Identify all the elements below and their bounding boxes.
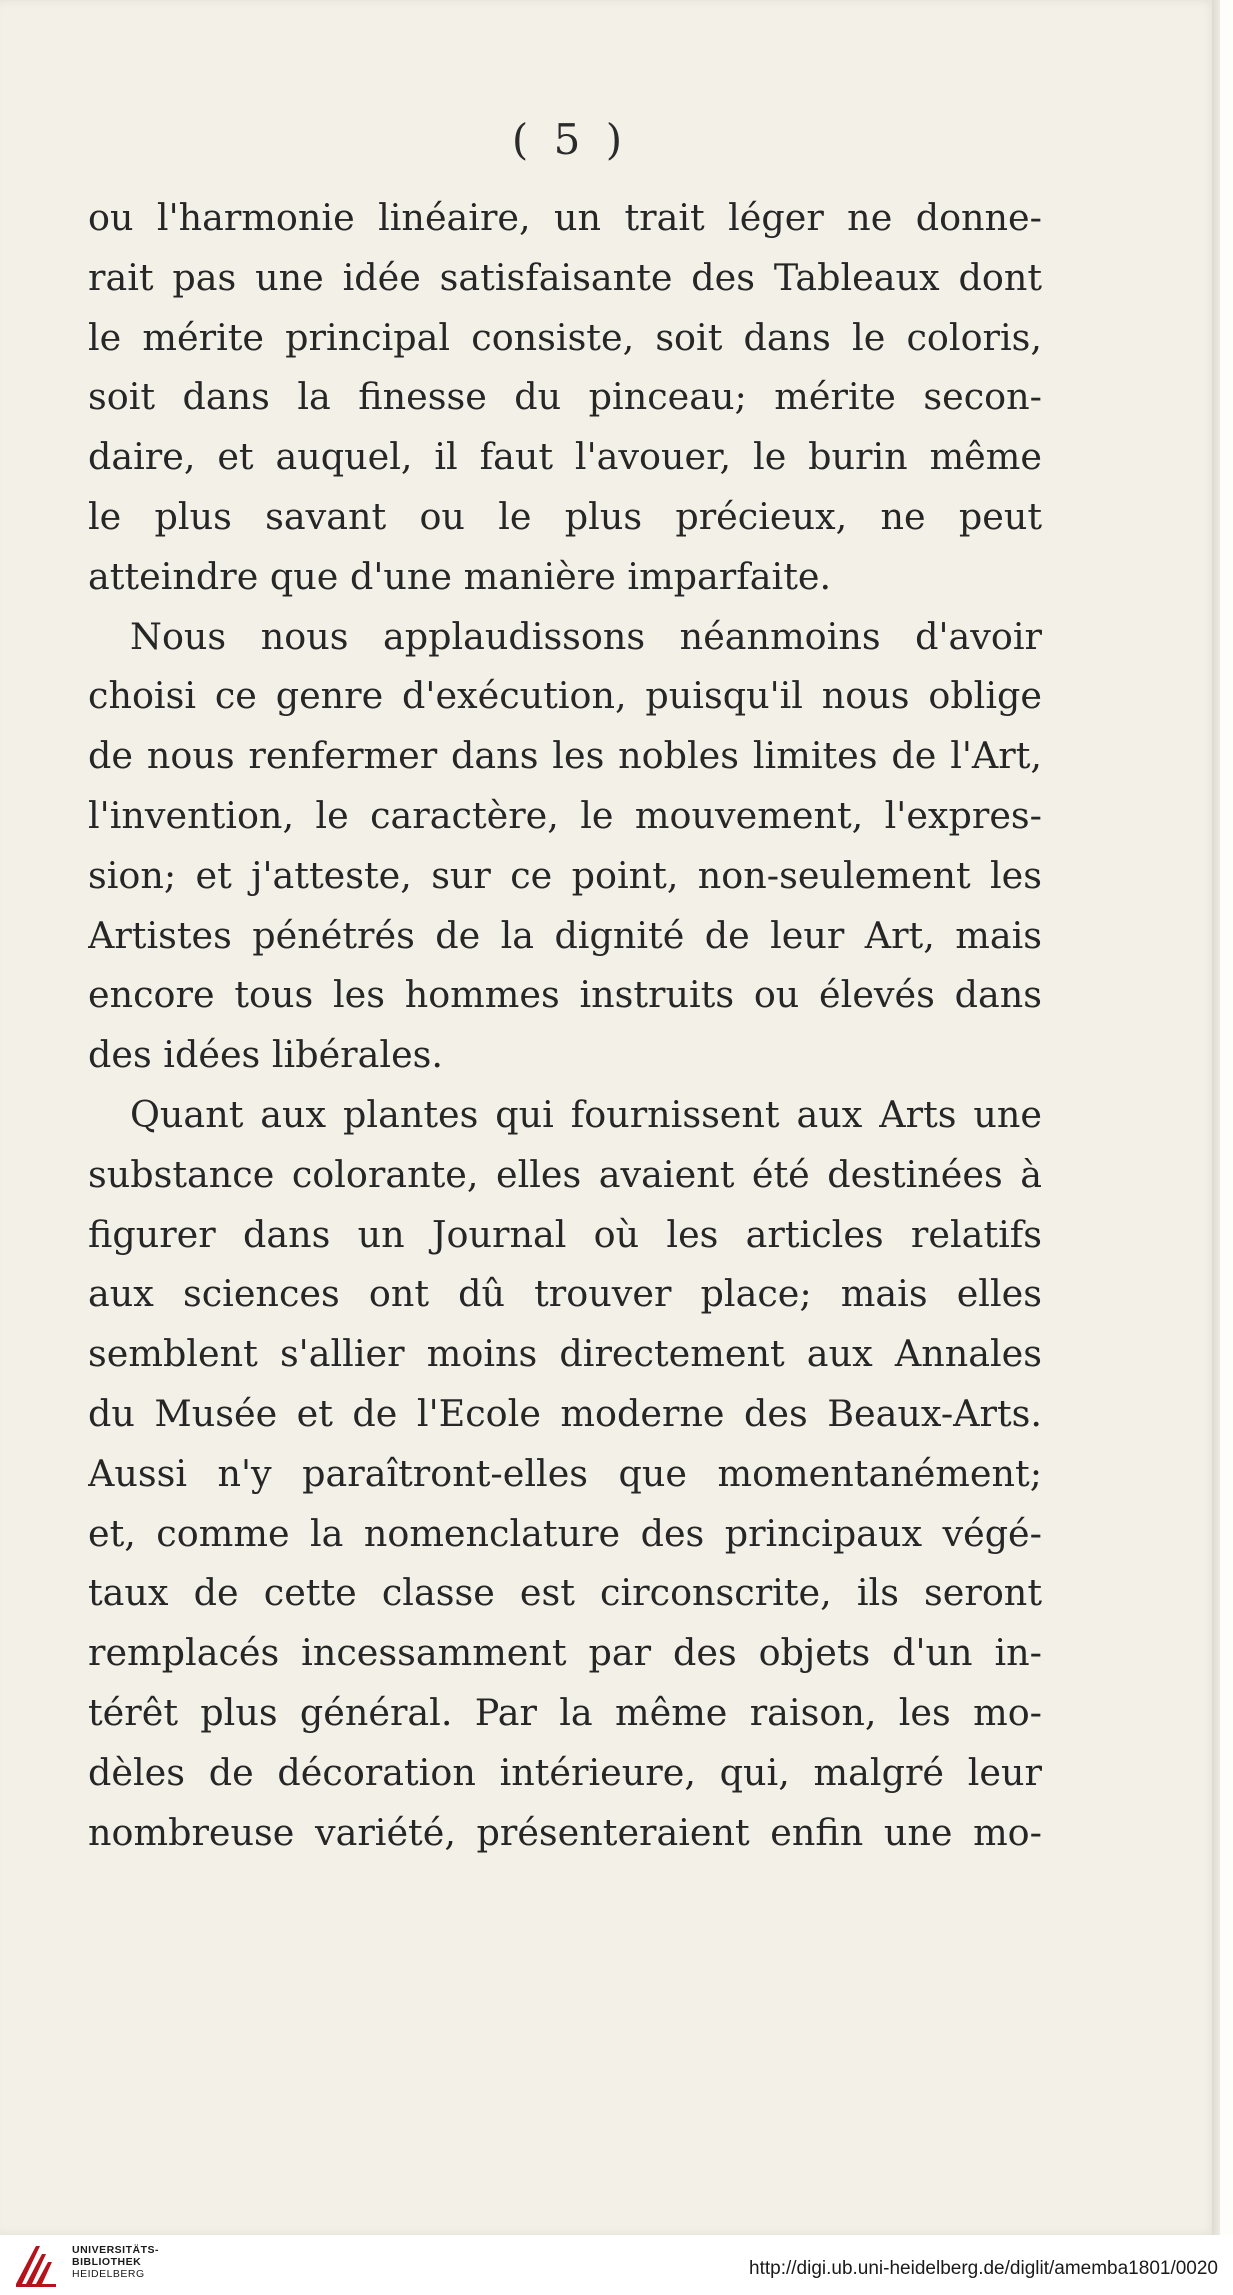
text-line: soit dans la finesse du pinceau; mérite secon- <box>88 375 1042 419</box>
text-line: et, comme la nomenclature des principaux végé- <box>88 1511 1042 1555</box>
text-line: aux sciences ont dû trouver place; mais elles <box>88 1272 1042 1316</box>
text-line: daire, et auquel, il faut l'avouer, le burin même <box>88 435 1042 479</box>
text-line: dèles de décoration intérieure, qui, malgré leur <box>88 1750 1042 1794</box>
library-name-line3: HEIDELBERG <box>72 2268 145 2280</box>
text-line: Aussi n'y paraîtront-elles que momentanément; <box>88 1451 1042 1495</box>
text-line: le plus savant ou le plus précieux, ne peut <box>88 494 1042 538</box>
paragraph-start-line: Quant aux plantes qui fournissent aux Arts une <box>130 1092 1042 1136</box>
text-line: remplacés incessamment par des objets d'un in- <box>88 1631 1042 1675</box>
text-line: sion; et j'atteste, sur ce point, non-seulement les <box>88 853 1042 897</box>
text-line: des idées libérales. <box>88 1033 444 1077</box>
text-line: semblent s'allier moins directement aux Annales <box>88 1332 1042 1376</box>
library-name-line1: UNIVERSITÄTS- <box>72 2244 160 2256</box>
text-line: le mérite principal consiste, soit dans le coloris, <box>88 315 1042 359</box>
text-line: encore tous les hommes instruits ou élevés dans <box>88 973 1042 1017</box>
text-line: taux de cette classe est circonscrite, ils seront <box>88 1571 1042 1615</box>
text-line: substance colorante, elles avaient été destinées à <box>88 1152 1042 1196</box>
body-text <box>88 188 1042 1862</box>
paragraph-start-line: Nous nous applaudissons néanmoins d'avoir <box>130 614 1042 658</box>
text-line: de nous renfermer dans les nobles limites de l'Art, <box>88 734 1042 778</box>
page-edge <box>1212 0 1220 2235</box>
text-line: ou l'harmonie linéaire, un trait léger ne donne- <box>88 196 1042 239</box>
text-line: du Musée et de l'Ecole moderne des Beaux-Arts. <box>88 1391 1042 1435</box>
text-line: térêt plus général. Par la même raison, les mo- <box>88 1690 1042 1734</box>
text-line: choisi ce genre d'exécution, puisqu'il nous oblige <box>88 674 1042 718</box>
text-line: figurer dans un Journal où les articles relatifs <box>88 1212 1042 1256</box>
page-number: ( 5 ) <box>511 115 629 164</box>
text-line: nombreuse variété, présenteraient enfin une mo- <box>88 1810 1042 1854</box>
text-line: rait pas une idée satisfaisante des Tableaux dont <box>88 255 1042 299</box>
university-library-logo-icon <box>12 2240 62 2290</box>
library-name <box>72 2244 159 2280</box>
library-name-line2: BIBLIOTHEK <box>72 2256 142 2268</box>
permalink-url[interactable]: http://digi.ub.uni-heidelberg.de/diglit/amemba1801/0020 <box>749 2258 1218 2279</box>
text-line: l'invention, le caractère, le mouvement, l'expres- <box>88 793 1042 837</box>
text-line: atteindre que d'une manière imparfaite. <box>88 554 832 598</box>
text-line: Artistes pénétrés de la dignité de leur Art, mais <box>88 913 1042 957</box>
